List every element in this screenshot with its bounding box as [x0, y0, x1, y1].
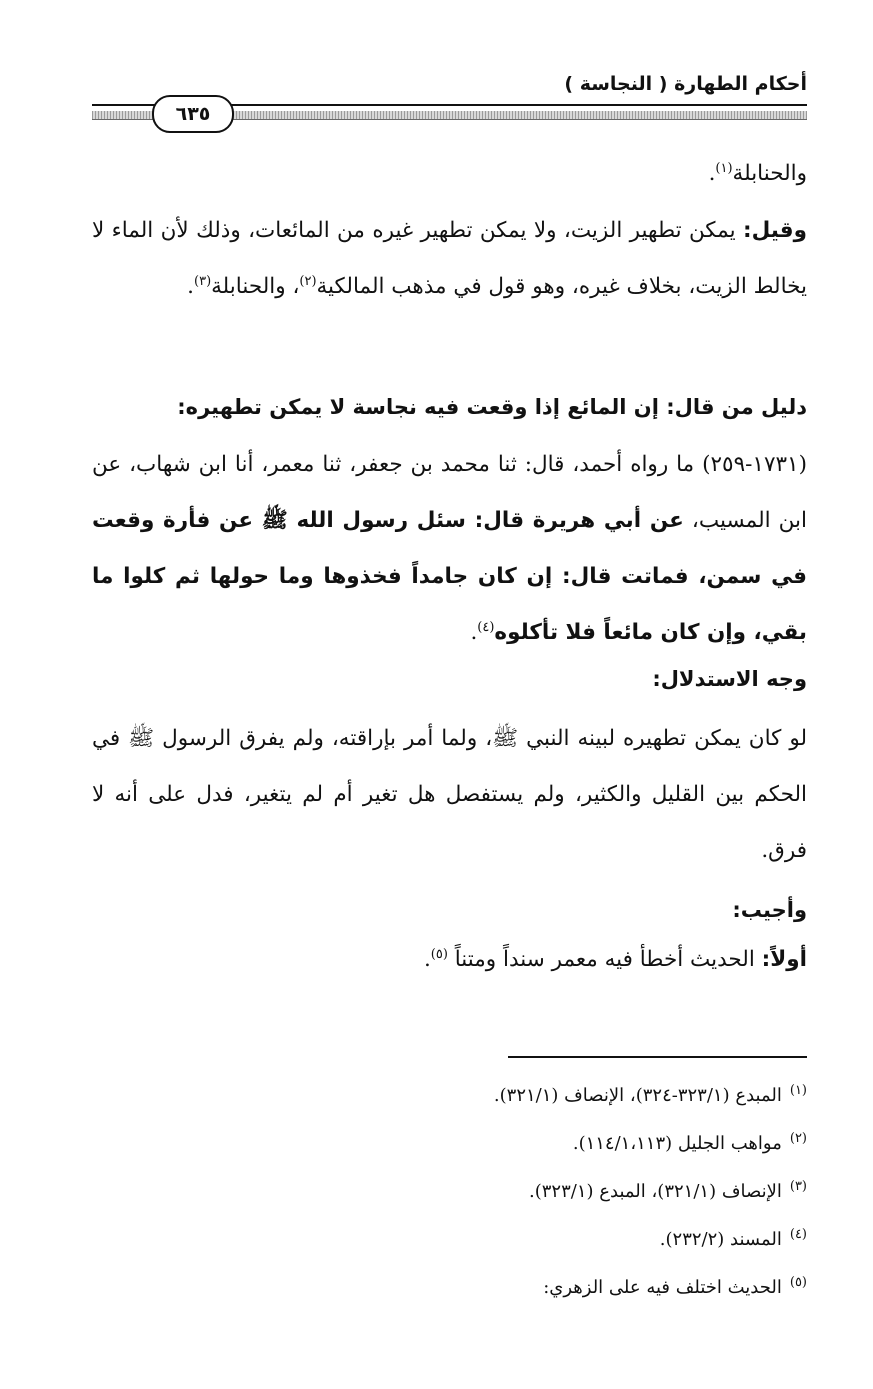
paragraph-mid: ، والحنابلة	[211, 274, 300, 299]
running-title: أحكام الطهارة ( النجاسة )	[564, 73, 807, 95]
footnote-marker: (١)	[789, 1083, 807, 1098]
paragraph-hanabila	[92, 146, 807, 202]
footnote-item	[92, 1216, 807, 1264]
footnote-ref: (٣)	[194, 273, 212, 289]
section-heading-evidence: دليل من قال: إن المائع إذا وقعت فيه نجاسة لا يمكن تطهيره:	[177, 395, 807, 419]
paragraph-first-response	[92, 932, 807, 988]
footnote-marker: (٢)	[789, 1131, 807, 1146]
paragraph-end: .	[708, 161, 716, 186]
footnote-text: المبدع (٣٢٣/١-٣٢٤)، الإنصاف (٣٢١/١).	[493, 1085, 782, 1106]
footnote-marker: (٥)	[789, 1275, 807, 1290]
hadith-isnad: (١٧٣١-٢٥٩) ما رواه أحمد، قال: ثنا محمد بن جعفر، ثنا معمر، أنا ابن شهاب، عن ابن المسيب،	[92, 452, 807, 533]
paragraph-hadith	[92, 437, 807, 661]
paragraph-qil	[92, 203, 807, 315]
footnote-marker: (٣)	[789, 1179, 807, 1194]
paragraph-inference	[92, 711, 807, 879]
footnote-marker: (٤)	[789, 1227, 807, 1242]
paragraph-text: الحديث أخطأ فيه معمر سنداً ومتناً	[447, 947, 762, 972]
footnote-ref: (٥)	[430, 946, 448, 962]
footnote-item	[92, 1120, 807, 1168]
paragraph-text: لو كان يمكن تطهيره لبينه النبي ﷺ، ولما أمر بإراقته، ولم يفرق الرسول ﷺ في الحكم بين القليل والكثير، ولم يستفصل هل تغير أم لم يتغير، فدل على أنه لا فرق.	[92, 726, 807, 863]
footnote-ref: (٢)	[299, 273, 317, 289]
section-heading-response: وأجيب:	[732, 898, 807, 922]
paragraph-text: يمكن تطهير الزيت، ولا يمكن تطهير غيره من المائعات، وذلك لأن الماء لا يخالط الزيت، بخلاف غيره، وهو قول في مذهب المالكية	[92, 218, 807, 299]
paragraph-end: .	[423, 947, 431, 972]
footnote-text: الإنصاف (٣٢١/١)، المبدع (٣٢٣/١).	[529, 1181, 782, 1202]
footnotes-list	[92, 1072, 807, 1312]
footnote-text: المسند (٢٣٢/٢).	[659, 1229, 782, 1250]
paragraph-lead: أولاً:	[761, 947, 807, 972]
paragraph-lead: وقيل:	[742, 218, 807, 243]
footnote-item	[92, 1072, 807, 1120]
footnote-text: مواهب الجليل (١١٤/١،١١٣).	[572, 1133, 782, 1154]
footnote-item	[92, 1168, 807, 1216]
section-heading-inference: وجه الاستدلال:	[652, 667, 807, 691]
paragraph-end: .	[187, 274, 195, 299]
footnote-ref: (١)	[715, 160, 733, 176]
footnote-item	[92, 1264, 807, 1312]
hadith-matn: عن أبي هريرة قال: سئل رسول الله ﷺ عن فأرة وقعت في سمن، فماتت قال: إن كان جامداً فخذوها وما حولها ثم كلوا ما بقي، وإن كان مائعاً فلا تأكلوه	[92, 508, 807, 645]
footnote-ref: (٤)	[477, 619, 495, 635]
paragraph-text: والحنابلة	[732, 161, 807, 186]
footnote-text: الحديث اختلف فيه على الزهري:	[543, 1277, 782, 1298]
paragraph-end: .	[470, 620, 478, 645]
page-number: ٦٣٥	[152, 95, 234, 133]
footnote-separator	[508, 1056, 807, 1058]
